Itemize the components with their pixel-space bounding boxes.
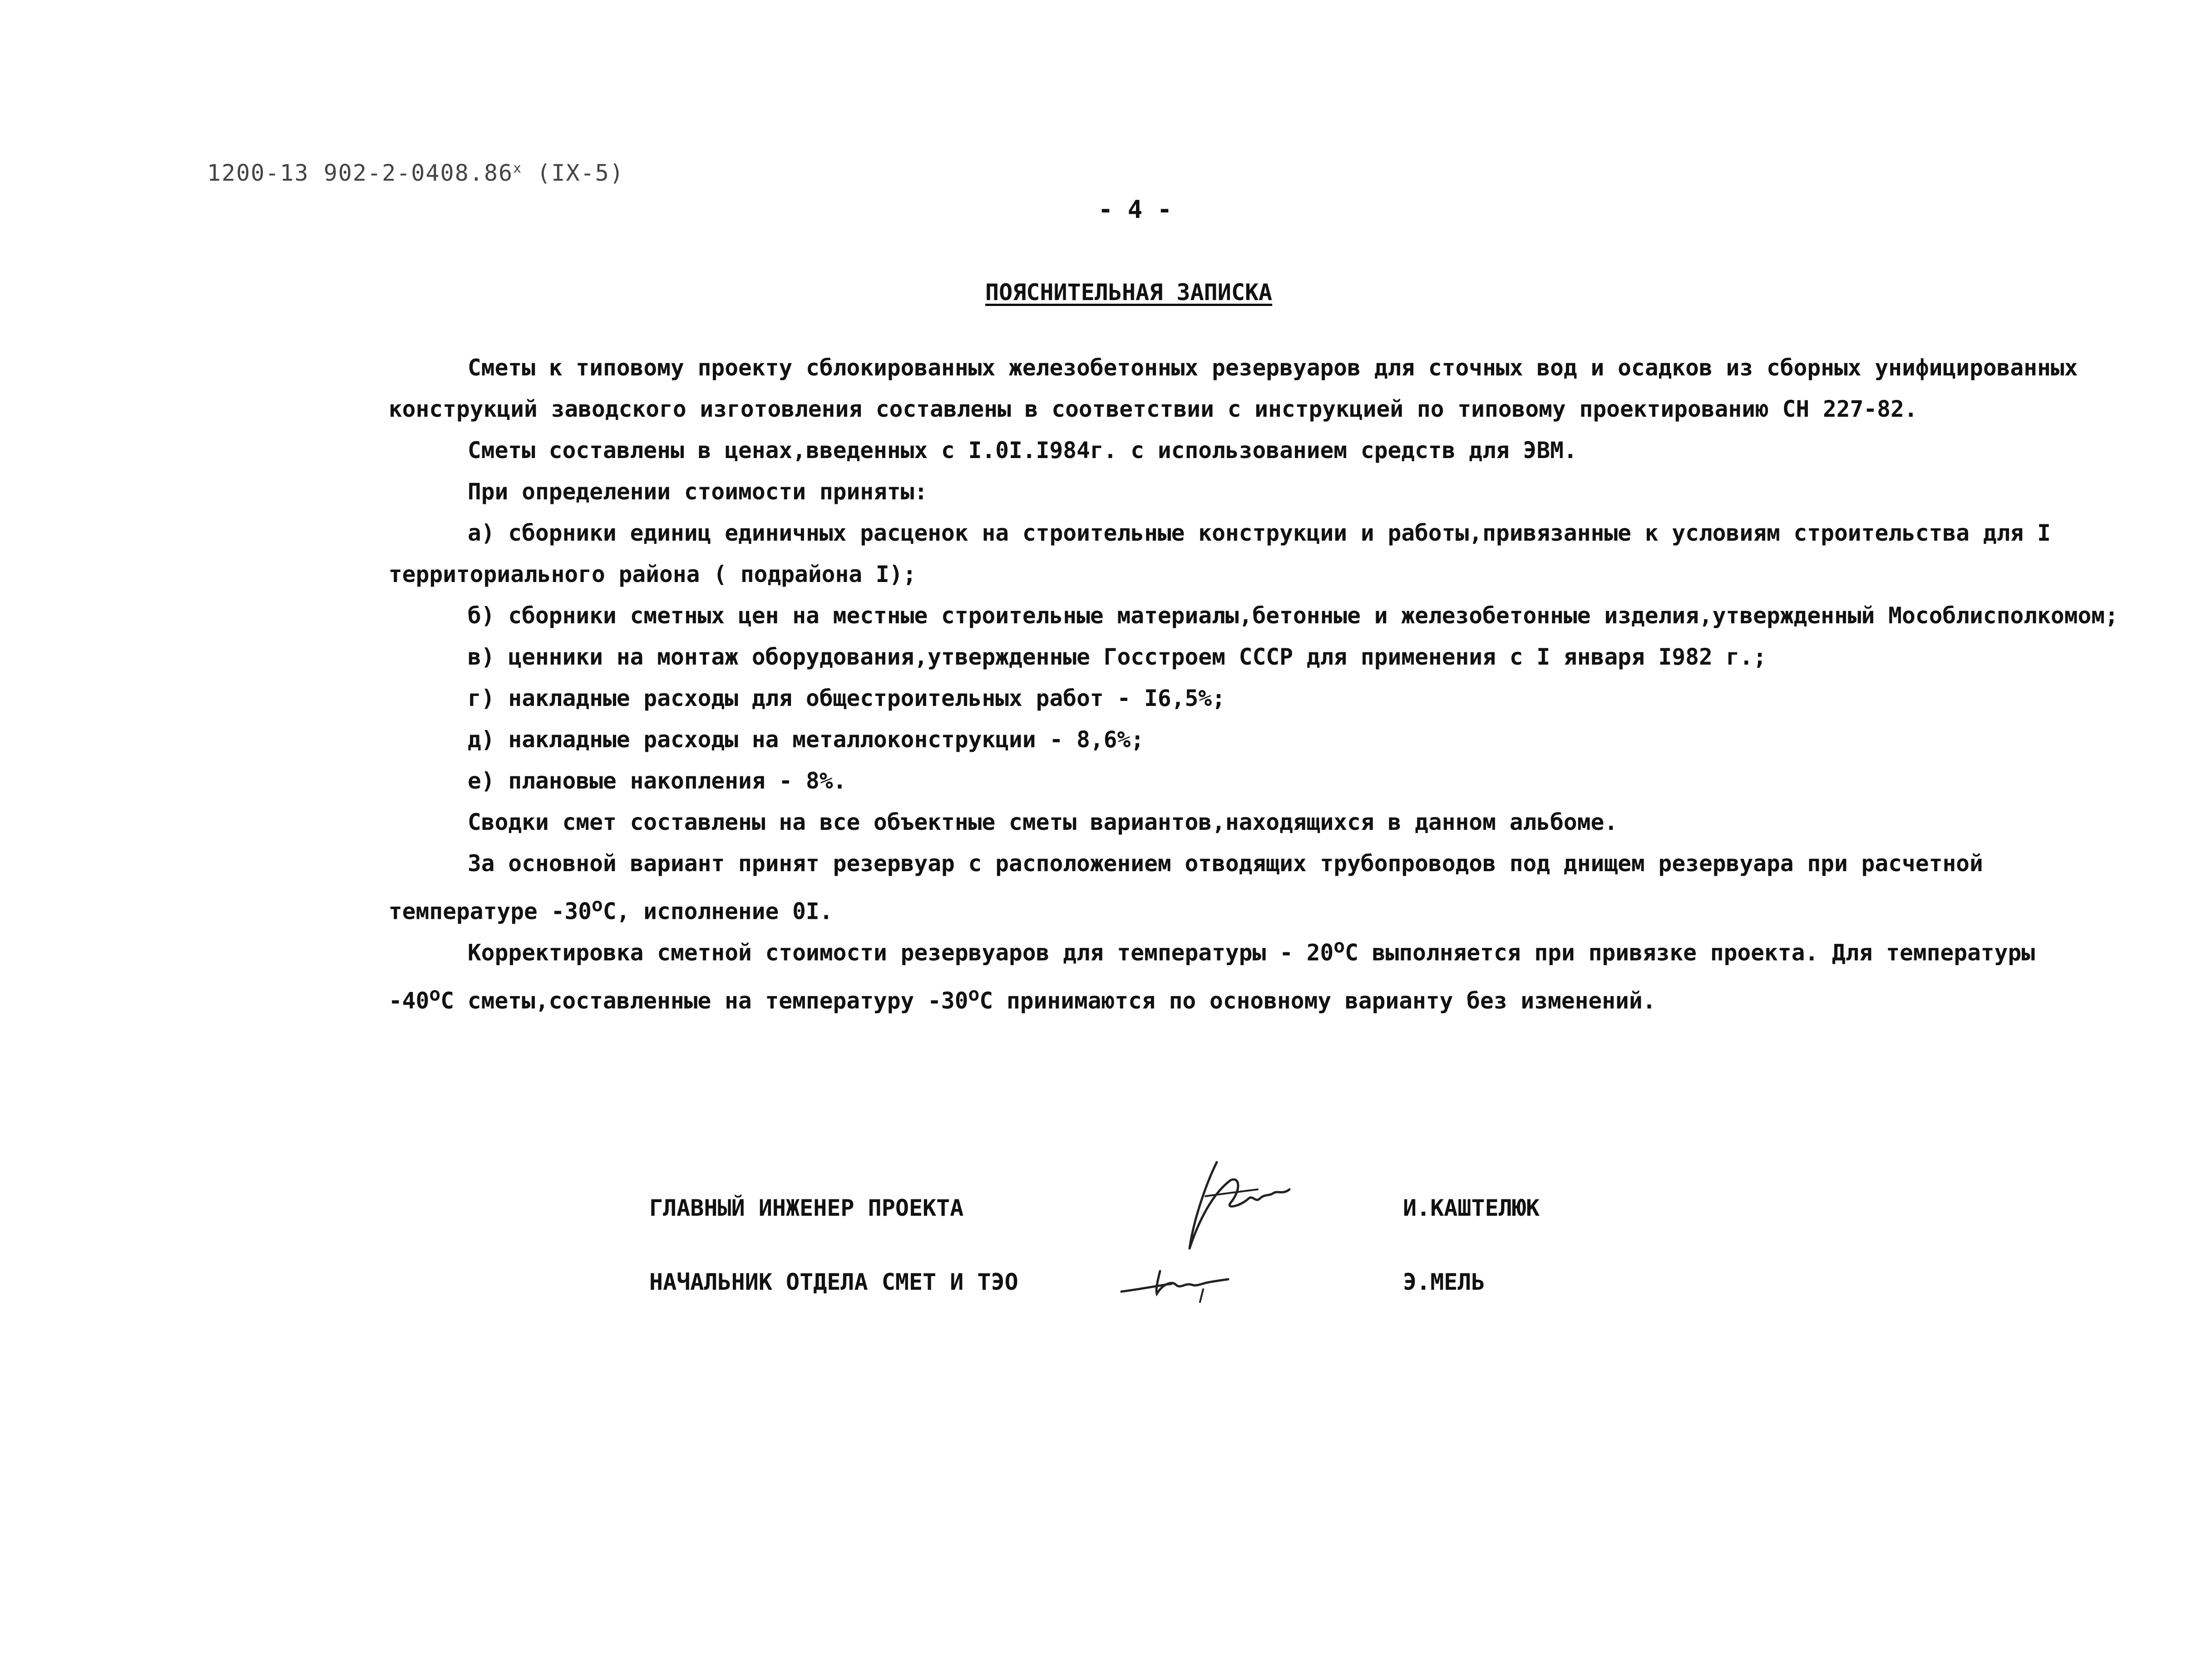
list-item-b: б) сборники сметных цен на местные строительные материалы,бетонные и железобетонные изделия,утвержденный Мособлисполкомом; <box>468 602 2118 629</box>
signatory-name-mel: Э.МЕЛЬ <box>1403 1269 1485 1295</box>
signatory-position-chief-engineer: ГЛАВНЫЙ ИНЖЕНЕР ПРОЕКТА <box>649 1195 964 1221</box>
page-number: - 4 - <box>1098 195 1172 224</box>
list-item-d: д) накладные расходы на металлоконструкции - 8,6%; <box>468 726 1145 753</box>
list-item-e: е) плановые накопления - 8%. <box>468 768 847 794</box>
signatory-name-kashteliuk: И.КАШТЕЛЮК <box>1403 1195 1540 1221</box>
list-item-v: в) ценники на монтаж оборудования,утвержденные Госстроем СССР для применения с I января I982 г.; <box>468 644 1767 670</box>
list-item-g: г) накладные расходы для общестроительных работ - I6,5%; <box>468 685 1225 711</box>
paragraph-temperature-correction: Корректировка сметной стоимости резервуаров для температуры - 20$^o$С выполняется при привязке проекта. Для температуры -40$^o$С сметы,составленные на температуру -30$^o$С принимаются по основному варианту без изменений. <box>389 935 2035 1014</box>
handwritten-signature-1 <box>1162 1153 1294 1258</box>
paragraph-intro: Сметы к типовому проекту сблокированных железобетонных резервуаров для сточных вод и осадков из сборных унифицированных конструкций заводского изготовления составлены в соответствии с инструкцией по типовому проектированию СН 227-82. <box>389 355 2078 422</box>
document-code: 1200-13 902-2-0408.86$^x$ (IX-5) <box>207 160 624 186</box>
document-title: ПОЯСНИТЕЛЬНАЯ ЗАПИСКА <box>985 279 1273 306</box>
paragraph-main-variant: За основной вариант принят резервуар с расположением отводящих трубопроводов под днищем резервуара при расчетной температуре -30$^o$С, исполнение 0I. <box>389 850 1983 925</box>
signatory-position-head-of-department: НАЧАЛЬНИК ОТДЕЛА СМЕТ И ТЭО <box>649 1269 1018 1295</box>
handwritten-signature-2 <box>1117 1258 1235 1307</box>
paragraph-prices: Сметы составлены в ценах,введенных с I.0I.I984г. с использованием средств для ЭВМ. <box>468 437 1577 464</box>
paragraph-summaries: Сводки смет составлены на все объектные сметы вариантов,находящихся в данном альбоме. <box>468 809 1618 835</box>
paragraph-cost-basis: При определении стоимости приняты: <box>468 478 928 505</box>
list-item-a: а) сборники единиц единичных расценок на строительные конструкции и работы,привязанные к условиям строительства для I территориального района ( подрайона I); <box>389 520 2051 587</box>
